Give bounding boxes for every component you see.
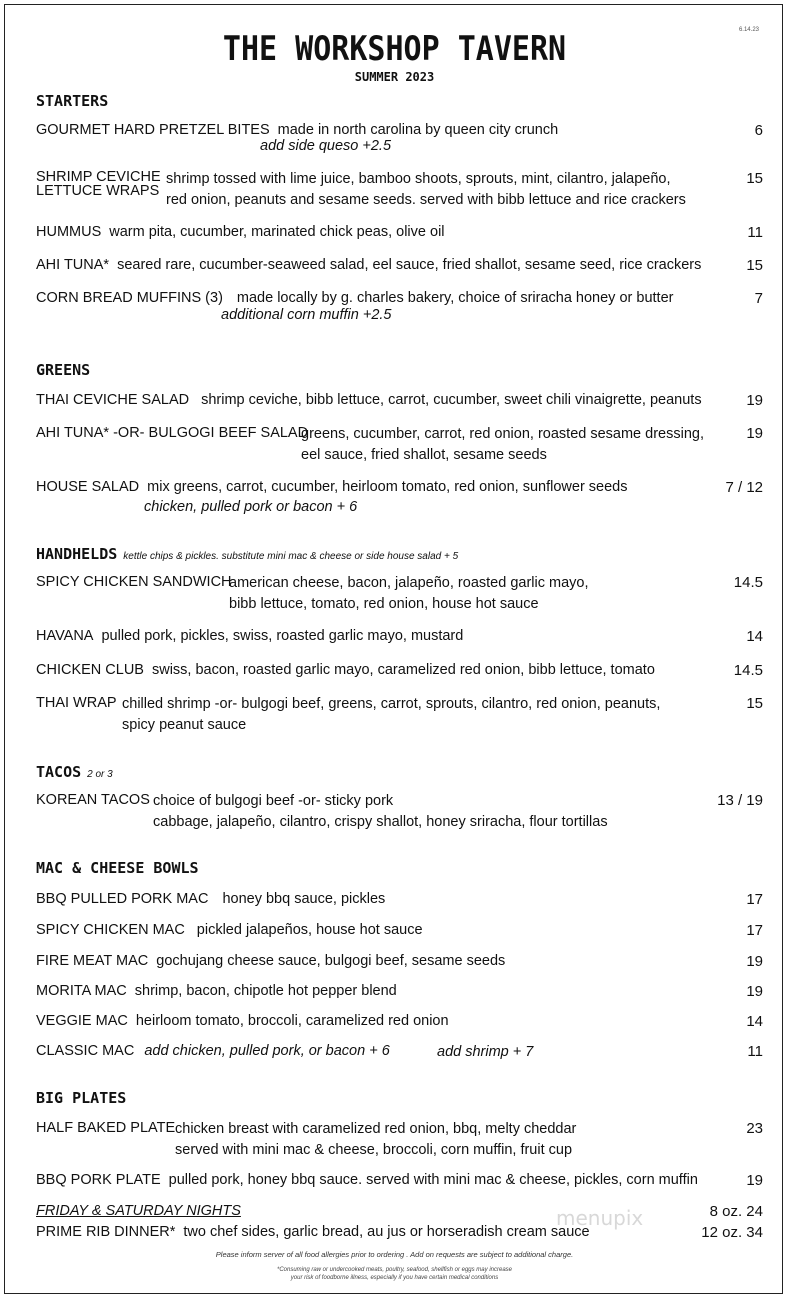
item-desc: made locally by g. charles bakery, choice of sriracha honey or butter bbox=[236, 290, 674, 306]
item-price: 7 / 12 bbox=[725, 479, 763, 496]
item-desc: greens, cucumber, carrot, red onion, roasted sesame dressing, bbox=[301, 426, 704, 442]
item-desc-line2: spicy peanut sauce bbox=[122, 717, 247, 733]
item-desc-line2: bibb lettuce, tomato, red onion, house hot sauce bbox=[229, 596, 539, 612]
item-price: 14.5 bbox=[733, 574, 763, 591]
item-price: 19 bbox=[746, 425, 763, 442]
item-price: 19 bbox=[746, 392, 763, 409]
item-name: VEGGIE MAC bbox=[36, 1013, 128, 1029]
item-desc: two chef sides, garlic bread, au jus or horseradish cream sauce bbox=[183, 1224, 590, 1240]
item-desc: shrimp ceviche, bibb lettuce, carrot, cucumber, sweet chili vinaigrette, peanuts bbox=[201, 392, 702, 408]
watermark: menupix bbox=[556, 1206, 644, 1230]
item-name: FIRE MEAT MAC bbox=[36, 953, 149, 969]
menu-item-thai-wrap: THAI WRAP bbox=[36, 695, 117, 711]
item-desc: pulled pork, honey bbq sauce. served with mini mac & cheese, pickles, corn muffin bbox=[168, 1172, 698, 1188]
menu-item-havana bbox=[36, 628, 463, 644]
menu-item-veggie-mac bbox=[36, 1013, 449, 1029]
item-price: 15 bbox=[746, 170, 763, 187]
item-desc: gochujang cheese sauce, bulgogi beef, sesame seeds bbox=[156, 953, 506, 969]
item-price: 13 / 19 bbox=[717, 792, 763, 809]
item-price: 14 bbox=[746, 628, 763, 645]
item-price: 23 bbox=[746, 1120, 763, 1137]
section-tacos bbox=[36, 763, 113, 781]
item-name: PRIME RIB DINNER* bbox=[36, 1224, 176, 1240]
item-price: 15 bbox=[746, 257, 763, 274]
item-desc: mix greens, carrot, cucumber, heirloom tomato, red onion, sunflower seeds bbox=[147, 479, 628, 495]
section-big-plates: BIG PLATES bbox=[36, 1089, 127, 1107]
consumption-warning-line2: your risk of foodborne illness, especially if you have certain medical conditions bbox=[290, 1275, 499, 1281]
menu-item-spicy-chicken-sandwich: SPICY CHICKEN SANDWICH bbox=[36, 574, 232, 590]
section-note: 2 or 3 bbox=[87, 769, 113, 780]
restaurant-title: THE WORKSHOP TAVERN bbox=[222, 29, 567, 70]
menu-item-cornbread bbox=[36, 290, 673, 306]
menu-item-ahi-tuna bbox=[36, 257, 701, 273]
menu-item-half-baked-plate: HALF BAKED PLATE bbox=[36, 1120, 176, 1136]
item-desc: swiss, bacon, roasted garlic mayo, caramelized red onion, bibb lettuce, tomato bbox=[151, 662, 655, 678]
menu-item-morita-mac bbox=[36, 983, 397, 999]
item-name-line2: LETTUCE WRAPS bbox=[36, 183, 160, 199]
item-desc: heirloom tomato, broccoli, caramelized red onion bbox=[135, 1013, 449, 1029]
item-name: BBQ PORK PLATE bbox=[36, 1172, 161, 1188]
menu-item-ceviche-wraps bbox=[36, 170, 161, 198]
item-desc: shrimp, bacon, chipotle hot pepper blend bbox=[134, 983, 397, 999]
item-name: SPICY CHICKEN MAC bbox=[36, 922, 185, 938]
item-desc: seared rare, cucumber-seaweed salad, eel sauce, fried shallot, sesame seed, rice crackers bbox=[117, 257, 702, 273]
item-name: AHI TUNA* bbox=[36, 257, 110, 273]
item-desc: warm pita, cucumber, marinated chick peas, olive oil bbox=[109, 224, 445, 240]
item-desc: chilled shrimp -or- bulgogi beef, greens, carrot, sprouts, cilantro, red onion, peanuts, bbox=[122, 696, 661, 712]
menu-season: SUMMER 2023 bbox=[354, 70, 435, 84]
menu-item-classic-mac bbox=[36, 1043, 390, 1059]
item-desc-line2: eel sauce, fried shallot, sesame seeds bbox=[301, 447, 547, 463]
item-desc-line2: red onion, peanuts and sesame seeds. served with bibb lettuce and rice crackers bbox=[166, 192, 686, 208]
menu-item-thai-ceviche-salad bbox=[36, 392, 702, 408]
item-addon: add side queso +2.5 bbox=[260, 138, 392, 154]
section-starters: STARTERS bbox=[36, 92, 109, 110]
item-price-8oz: 8 oz. 24 bbox=[709, 1203, 763, 1220]
item-addon: additional corn muffin +2.5 bbox=[221, 307, 392, 323]
item-name: HUMMUS bbox=[36, 224, 102, 240]
item-price: 7 bbox=[754, 290, 763, 307]
item-name: GOURMET HARD PRETZEL BITES bbox=[36, 122, 270, 138]
item-addon: chicken, pulled pork or bacon + 6 bbox=[144, 499, 358, 515]
item-desc: shrimp tossed with lime juice, bamboo shoots, sprouts, mint, cilantro, jalapeño, bbox=[166, 171, 671, 187]
section-title: TACOS bbox=[36, 763, 82, 781]
item-desc-line2: cabbage, jalapeño, cilantro, crispy shallot, honey sriracha, flour tortillas bbox=[153, 814, 608, 830]
item-name: HAVANA bbox=[36, 628, 94, 644]
menu-item-house-salad bbox=[36, 479, 628, 495]
prime-rib-availability: FRIDAY & SATURDAY NIGHTS bbox=[36, 1203, 241, 1219]
menu-item-bbq-mac bbox=[36, 891, 385, 907]
item-name: THAI CEVICHE SALAD bbox=[36, 392, 190, 408]
section-greens: GREENS bbox=[36, 361, 91, 379]
menu-item-bbq-pork-plate bbox=[36, 1172, 698, 1188]
item-price: 14.5 bbox=[733, 662, 763, 679]
item-price: 17 bbox=[746, 922, 763, 939]
menu-item-chicken-club bbox=[36, 662, 655, 678]
item-desc-line2: served with mini mac & cheese, broccoli, corn muffin, fruit cup bbox=[175, 1142, 573, 1158]
item-desc: pickled jalapeños, house hot sauce bbox=[196, 922, 423, 938]
item-name: MORITA MAC bbox=[36, 983, 127, 999]
section-handhelds bbox=[36, 545, 458, 563]
item-desc: made in north carolina by queen city crunch bbox=[277, 122, 559, 138]
menu-date: 6.14.23 bbox=[738, 27, 759, 33]
menu-item-pretzel bbox=[36, 122, 558, 138]
item-price: 6 bbox=[754, 122, 763, 139]
item-addon-shrimp: add shrimp + 7 bbox=[437, 1044, 534, 1060]
item-price: 17 bbox=[746, 891, 763, 908]
item-price-12oz: 12 oz. 34 bbox=[701, 1224, 763, 1241]
item-name: CLASSIC MAC bbox=[36, 1043, 135, 1059]
item-name: CORN BREAD MUFFINS (3) bbox=[36, 290, 223, 306]
item-price: 11 bbox=[747, 224, 763, 241]
item-name: BBQ PULLED PORK MAC bbox=[36, 891, 209, 907]
item-price: 19 bbox=[746, 953, 763, 970]
menu-item-ahi-bulgogi-salad: AHI TUNA* -OR- BULGOGI BEEF SALAD bbox=[36, 425, 309, 441]
item-price: 19 bbox=[746, 1172, 763, 1189]
item-desc: chicken breast with caramelized red onion, bbq, melty cheddar bbox=[175, 1121, 577, 1137]
item-desc: pulled pork, pickles, swiss, roasted garlic mayo, mustard bbox=[101, 628, 464, 644]
menu-item-korean-tacos: KOREAN TACOS bbox=[36, 792, 150, 808]
section-title: HANDHELDS bbox=[36, 545, 118, 563]
section-note: kettle chips & pickles. substitute mini mac & cheese or side house salad + 5 bbox=[123, 551, 459, 562]
item-addon: add chicken, pulled pork, or bacon + 6 bbox=[144, 1043, 390, 1059]
item-name: CHICKEN CLUB bbox=[36, 662, 144, 678]
item-price: 19 bbox=[746, 983, 763, 1000]
menu-item-fire-mac bbox=[36, 953, 505, 969]
item-name: SHRIMP CEVICHE bbox=[36, 169, 161, 185]
item-price: 11 bbox=[747, 1043, 763, 1060]
item-price: 14 bbox=[746, 1013, 763, 1030]
item-desc: honey bbq sauce, pickles bbox=[222, 891, 386, 907]
menu-item-hummus bbox=[36, 224, 445, 240]
item-price: 15 bbox=[746, 695, 763, 712]
item-desc: choice of bulgogi beef -or- sticky pork bbox=[153, 793, 394, 809]
item-desc: american cheese, bacon, jalapeño, roasted garlic mayo, bbox=[229, 575, 589, 591]
item-name: HOUSE SALAD bbox=[36, 479, 140, 495]
section-mac-cheese: MAC & CHEESE BOWLS bbox=[36, 859, 199, 877]
menu-item-spicy-mac bbox=[36, 922, 423, 938]
consumption-warning: *Consuming raw or undercooked meats, poultry, seafood, shellfish or eggs may increase bbox=[276, 1267, 512, 1273]
menu-item-prime-rib bbox=[36, 1224, 590, 1240]
allergy-notice: Please inform server of all food allergies prior to ordering . Add on requests are subject to additional charge. bbox=[215, 1250, 574, 1259]
